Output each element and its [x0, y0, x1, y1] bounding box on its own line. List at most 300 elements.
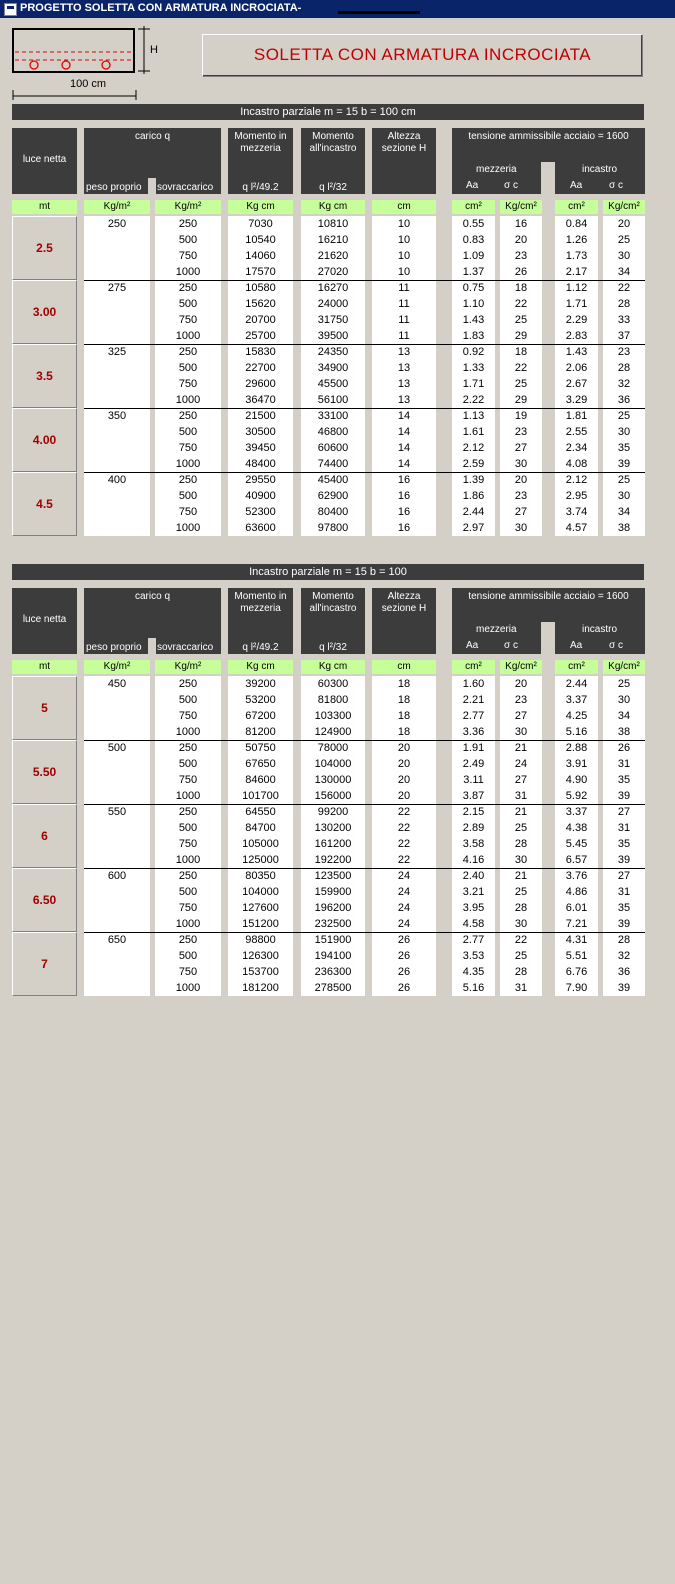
header-tensione-label: tensione ammissibile acciaio = 1600 [468, 591, 629, 602]
table-cell: 500 [155, 756, 221, 772]
header-sovraccarico: sovraccarico [157, 642, 214, 653]
table-cell: 16 [372, 520, 436, 536]
table-cell: 1000 [155, 980, 221, 996]
table-cell: 37 [603, 328, 645, 344]
table-cell: 3.11 [452, 772, 495, 788]
table-cell: 1.61 [452, 424, 495, 440]
table-cell: 31 [603, 756, 645, 772]
table-cell: 20 [603, 216, 645, 232]
table-cell: 48400 [228, 456, 293, 472]
header-sigma-incastro: σ c [609, 640, 623, 651]
table-cell: 153700 [228, 964, 293, 980]
table-cell: 22 [372, 804, 436, 820]
table-cell: 30 [500, 916, 542, 932]
table-cell: 0.84 [555, 216, 598, 232]
header-mezzeria: mezzeria [476, 164, 517, 175]
table-cell: 24 [372, 884, 436, 900]
table-cell: 10540 [228, 232, 293, 248]
table-cell: 22 [372, 836, 436, 852]
table-cell: 2.55 [555, 424, 598, 440]
unit-cell: mt [12, 200, 77, 214]
table-cell: 23 [603, 344, 645, 360]
peso-proprio-cell: 350 [84, 408, 150, 472]
peso-proprio-cell: 250 [84, 216, 150, 280]
table-cell: 16 [372, 472, 436, 488]
window-title: PROGETTO SOLETTA CON ARMATURA INCROCIATA- [20, 2, 302, 14]
table-cell: 1.37 [452, 264, 495, 280]
peso-proprio-cell: 275 [84, 280, 150, 344]
table-cell: 28 [500, 964, 542, 980]
luce-netta-cell [12, 280, 77, 344]
unit-cell: cm [372, 660, 436, 674]
table-cell: 35 [603, 440, 645, 456]
table-cell: 39450 [228, 440, 293, 456]
table-cell: 16210 [301, 232, 365, 248]
group-separator [84, 408, 645, 409]
table-cell: 250 [155, 408, 221, 424]
table-cell: 3.76 [555, 868, 598, 884]
table-cell: 250 [155, 216, 221, 232]
header-aa-mezzeria: Aa [466, 180, 479, 191]
table-cell: 4.86 [555, 884, 598, 900]
table-cell: 194100 [301, 948, 365, 964]
table-cell: 18 [372, 724, 436, 740]
table-cell: 28 [500, 836, 542, 852]
group-separator [84, 472, 645, 473]
table-cell: 24 [372, 900, 436, 916]
header-altezza [372, 588, 436, 654]
unit-cell: Kg/m² [84, 660, 150, 674]
peso-proprio-cell: 650 [84, 932, 150, 996]
table-cell: 21500 [228, 408, 293, 424]
table-cell: 25700 [228, 328, 293, 344]
table-cell: 22700 [228, 360, 293, 376]
table-cell: 1000 [155, 328, 221, 344]
table-cell: 250 [155, 804, 221, 820]
table-cell: 250 [155, 280, 221, 296]
table-cell: 30 [603, 248, 645, 264]
table-cell: 2.89 [452, 820, 495, 836]
table-cell: 4.38 [555, 820, 598, 836]
unit-cell: Kg cm [228, 660, 293, 674]
table-cell: 1000 [155, 264, 221, 280]
table-cell: 1.26 [555, 232, 598, 248]
table-cell: 81800 [301, 692, 365, 708]
table-cell: 7.90 [555, 980, 598, 996]
table-cell: 123500 [301, 868, 365, 884]
table-cell: 28 [603, 360, 645, 376]
table-cell: 25 [603, 676, 645, 692]
table-cell: 7.21 [555, 916, 598, 932]
table-cell: 31 [603, 820, 645, 836]
table-cell: 29550 [228, 472, 293, 488]
table-cell: 14 [372, 440, 436, 456]
table-cell: 25 [500, 884, 542, 900]
table-cell: 67200 [228, 708, 293, 724]
table-cell: 151900 [301, 932, 365, 948]
table-cell: 105000 [228, 836, 293, 852]
table-cell: 31750 [301, 312, 365, 328]
table-cell: 6.76 [555, 964, 598, 980]
table-cell: 1000 [155, 916, 221, 932]
header-luce-label: luce netta [22, 154, 67, 165]
table-cell: 11 [372, 296, 436, 312]
header-momento-mezzeria [228, 128, 293, 194]
table-cell: 27 [500, 708, 542, 724]
table-cell: 26 [372, 948, 436, 964]
header-sigma-incastro: σ c [609, 180, 623, 191]
table-cell: 24 [372, 916, 436, 932]
table-cell: 14060 [228, 248, 293, 264]
table-cell: 2.12 [555, 472, 598, 488]
table-cell: 25 [603, 232, 645, 248]
table-cell: 29 [500, 328, 542, 344]
table-cell: 60300 [301, 676, 365, 692]
table-cell: 28 [603, 932, 645, 948]
table-cell: 24 [372, 868, 436, 884]
header-divider-notch [148, 178, 156, 194]
table-cell: 45500 [301, 376, 365, 392]
table-cell: 1000 [155, 788, 221, 804]
table-cell: 5.45 [555, 836, 598, 852]
table-cell: 3.74 [555, 504, 598, 520]
header-aa-incastro: Aa [570, 640, 583, 651]
table-cell: 3.37 [555, 804, 598, 820]
table-cell: 22 [372, 820, 436, 836]
table-cell: 31 [500, 980, 542, 996]
header-altezza [372, 128, 436, 194]
unit-cell: cm [372, 200, 436, 214]
table-cell: 1.10 [452, 296, 495, 312]
header-formula-incastro: q l²/32 [319, 642, 347, 653]
table-cell: 35 [603, 772, 645, 788]
table-cell: 4.16 [452, 852, 495, 868]
diagram-width-label: 100 cm [70, 78, 107, 90]
table-cell: 151200 [228, 916, 293, 932]
table-cell: 2.17 [555, 264, 598, 280]
luce-netta-cell [12, 472, 77, 536]
header-momento-mezzeria [228, 588, 293, 654]
table-cell: 39 [603, 788, 645, 804]
table-cell: 18 [372, 676, 436, 692]
peso-proprio-cell: 500 [84, 740, 150, 804]
table-cell: 181200 [228, 980, 293, 996]
table-cell: 84700 [228, 820, 293, 836]
table-cell: 161200 [301, 836, 365, 852]
table-cell: 27020 [301, 264, 365, 280]
table-cell: 36470 [228, 392, 293, 408]
table-cell: 11 [372, 280, 436, 296]
header-momento-incastro [301, 588, 365, 654]
luce-netta-value: 6 [41, 829, 48, 843]
table-cell: 23 [500, 488, 542, 504]
table-cell: 2.59 [452, 456, 495, 472]
table-cell: 1.91 [452, 740, 495, 756]
table-cell: 22 [500, 360, 542, 376]
table-cell: 750 [155, 708, 221, 724]
slab-outline [13, 29, 134, 72]
window-title-bar[interactable] [0, 0, 675, 18]
table-cell: 22 [603, 280, 645, 296]
unit-cell: Kg cm [228, 200, 293, 214]
table-cell: 20 [500, 472, 542, 488]
table-cell: 2.83 [555, 328, 598, 344]
table-cell: 1.33 [452, 360, 495, 376]
table-cell: 33100 [301, 408, 365, 424]
peso-proprio-cell: 400 [84, 472, 150, 536]
table-cell: 1000 [155, 724, 221, 740]
table-cell: 20 [372, 756, 436, 772]
table-cell: 19 [500, 408, 542, 424]
unit-cell: Kg/cm² [603, 660, 645, 674]
table-cell: 0.55 [452, 216, 495, 232]
table-cell: 2.77 [452, 932, 495, 948]
table-cell: 25 [500, 312, 542, 328]
unit-cell: Kg/m² [155, 660, 221, 674]
table-cell: 3.37 [555, 692, 598, 708]
table-cell: 1.13 [452, 408, 495, 424]
table-cell: 27 [500, 440, 542, 456]
table-cell: 13 [372, 360, 436, 376]
table-cell: 2.40 [452, 868, 495, 884]
table-cell: 13 [372, 392, 436, 408]
luce-netta-cell [12, 868, 77, 932]
table-cell: 130000 [301, 772, 365, 788]
header-carico-q [84, 588, 221, 654]
group-separator [84, 804, 645, 805]
table-cell: 192200 [301, 852, 365, 868]
table-cell: 750 [155, 836, 221, 852]
section-title-bar: Incastro parziale m = 15 b = 100 [12, 564, 644, 580]
peso-proprio-cell: 550 [84, 804, 150, 868]
table-cell: 30500 [228, 424, 293, 440]
unit-cell: Kg/cm² [500, 200, 542, 214]
table-cell: 1.43 [452, 312, 495, 328]
table-cell: 30 [500, 456, 542, 472]
header-tensione [452, 128, 645, 194]
header-carico-q [84, 128, 221, 194]
table-cell: 500 [155, 360, 221, 376]
table-cell: 39 [603, 456, 645, 472]
header-mezzeria: mezzeria [476, 624, 517, 635]
table-cell: 18 [500, 344, 542, 360]
table-cell: 4.35 [452, 964, 495, 980]
table-cell: 20 [372, 788, 436, 804]
luce-netta-cell [12, 740, 77, 804]
table-cell: 500 [155, 884, 221, 900]
table-cell: 34900 [301, 360, 365, 376]
table-cell: 63600 [228, 520, 293, 536]
table-cell: 2.44 [452, 504, 495, 520]
table-cell: 1.09 [452, 248, 495, 264]
table-cell: 39200 [228, 676, 293, 692]
header-formula-incastro: q l²/32 [319, 182, 347, 193]
table-cell: 22 [500, 932, 542, 948]
table-cell: 500 [155, 820, 221, 836]
table-cell: 67650 [228, 756, 293, 772]
table-cell: 3.87 [452, 788, 495, 804]
unit-cell: Kg/cm² [603, 200, 645, 214]
table-cell: 21 [500, 740, 542, 756]
peso-proprio-cell: 600 [84, 868, 150, 932]
table-cell: 2.88 [555, 740, 598, 756]
table-cell: 25 [500, 820, 542, 836]
table-cell: 2.77 [452, 708, 495, 724]
main-title-button[interactable] [202, 34, 643, 77]
table-cell: 25 [603, 472, 645, 488]
header-carico-label: carico q [134, 591, 170, 602]
table-cell: 750 [155, 248, 221, 264]
table-cell: 2.15 [452, 804, 495, 820]
table-cell: 500 [155, 232, 221, 248]
table-cell: 124900 [301, 724, 365, 740]
table-cell: 278500 [301, 980, 365, 996]
table-cell: 20700 [228, 312, 293, 328]
table-cell: 25 [500, 376, 542, 392]
table-cell: 1.73 [555, 248, 598, 264]
table-cell: 45400 [301, 472, 365, 488]
table-cell: 28 [500, 900, 542, 916]
table-cell: 232500 [301, 916, 365, 932]
table-cell: 4.90 [555, 772, 598, 788]
table-cell: 2.49 [452, 756, 495, 772]
table-cell: 21620 [301, 248, 365, 264]
table-cell: 6.57 [555, 852, 598, 868]
table-cell: 4.58 [452, 916, 495, 932]
table-cell: 80400 [301, 504, 365, 520]
luce-netta-cell [12, 216, 77, 280]
table-cell: 99200 [301, 804, 365, 820]
table-cell: 33 [603, 312, 645, 328]
luce-netta-value: 6.50 [32, 893, 57, 907]
luce-netta-value: 4.00 [32, 433, 57, 447]
table-cell: 56100 [301, 392, 365, 408]
table-cell: 34 [603, 264, 645, 280]
table-cell: 35 [603, 900, 645, 916]
table-cell: 31 [603, 884, 645, 900]
table-cell: 1.83 [452, 328, 495, 344]
peso-proprio-cell: 325 [84, 344, 150, 408]
table-cell: 1.86 [452, 488, 495, 504]
table-cell: 16 [372, 504, 436, 520]
table-cell: 750 [155, 504, 221, 520]
table-cell: 2.67 [555, 376, 598, 392]
table-cell: 18 [372, 692, 436, 708]
header-momento-mezzeria-label: Momento in mezzeria [234, 591, 287, 614]
header-incastro: incastro [582, 624, 618, 635]
table-cell: 750 [155, 772, 221, 788]
table-cell: 130200 [301, 820, 365, 836]
table-cell: 34 [603, 504, 645, 520]
table-cell: 3.36 [452, 724, 495, 740]
table-cell: 1.71 [452, 376, 495, 392]
table-cell: 1.12 [555, 280, 598, 296]
table-cell: 196200 [301, 900, 365, 916]
table-cell: 750 [155, 312, 221, 328]
table-cell: 14 [372, 408, 436, 424]
luce-netta-value: 3.00 [32, 305, 57, 319]
table-cell: 39 [603, 916, 645, 932]
table-cell: 126300 [228, 948, 293, 964]
table-cell: 24000 [301, 296, 365, 312]
group-separator [84, 932, 645, 933]
unit-cell: Kg/cm² [500, 660, 542, 674]
table-cell: 30 [603, 488, 645, 504]
table-cell: 1000 [155, 456, 221, 472]
table-cell: 14 [372, 424, 436, 440]
header-sigma-mezzeria: σ c [504, 640, 518, 651]
table-cell: 23 [500, 424, 542, 440]
table-cell: 27 [500, 504, 542, 520]
table-cell: 4.08 [555, 456, 598, 472]
table-cell: 40900 [228, 488, 293, 504]
rebar-circle [102, 61, 110, 69]
table-cell: 3.91 [555, 756, 598, 772]
table-cell: 16 [500, 216, 542, 232]
table-cell: 101700 [228, 788, 293, 804]
luce-netta-value: 2.5 [36, 241, 53, 255]
app-icon [4, 3, 17, 16]
table-cell: 5.16 [452, 980, 495, 996]
table-cell: 2.06 [555, 360, 598, 376]
luce-netta-cell [12, 676, 77, 740]
table-cell: 236300 [301, 964, 365, 980]
table-cell: 0.75 [452, 280, 495, 296]
table-cell: 750 [155, 440, 221, 456]
header-luce-netta [12, 128, 77, 194]
table-cell: 250 [155, 676, 221, 692]
header-momento-incastro-label: Momento all'incastro [309, 131, 357, 154]
table-cell: 0.83 [452, 232, 495, 248]
table-cell: 24 [500, 756, 542, 772]
section-title-bar: Incastro parziale m = 15 b = 100 cm [12, 104, 644, 120]
table-cell: 32 [603, 948, 645, 964]
table-cell: 1.60 [452, 676, 495, 692]
unit-cell: mt [12, 660, 77, 674]
table-cell: 3.29 [555, 392, 598, 408]
table-cell: 2.29 [555, 312, 598, 328]
table-cell: 18 [500, 280, 542, 296]
group-separator [84, 280, 645, 281]
table-cell: 22 [372, 852, 436, 868]
unit-cell: Kg cm [301, 200, 365, 214]
header-tensione [452, 588, 645, 654]
table-cell: 10810 [301, 216, 365, 232]
table-cell: 750 [155, 376, 221, 392]
header-divider-notch [541, 622, 555, 654]
table-cell: 14 [372, 456, 436, 472]
table-cell: 20 [372, 740, 436, 756]
table-cell: 34 [603, 708, 645, 724]
table-cell: 500 [155, 488, 221, 504]
unit-cell: Kg/m² [155, 200, 221, 214]
table-cell: 1000 [155, 520, 221, 536]
header-peso-proprio: peso proprio [86, 642, 142, 653]
table-cell: 31 [500, 788, 542, 804]
table-cell: 4.31 [555, 932, 598, 948]
table-cell: 10 [372, 232, 436, 248]
luce-netta-value: 7 [41, 957, 48, 971]
unit-cell: cm² [452, 200, 495, 214]
table-cell: 2.12 [452, 440, 495, 456]
table-cell: 0.92 [452, 344, 495, 360]
table-cell: 1.43 [555, 344, 598, 360]
header-divider-notch [541, 162, 555, 194]
table-cell: 127600 [228, 900, 293, 916]
header-luce-label: luce netta [22, 614, 67, 625]
group-separator [84, 344, 645, 345]
table-cell: 11 [372, 328, 436, 344]
